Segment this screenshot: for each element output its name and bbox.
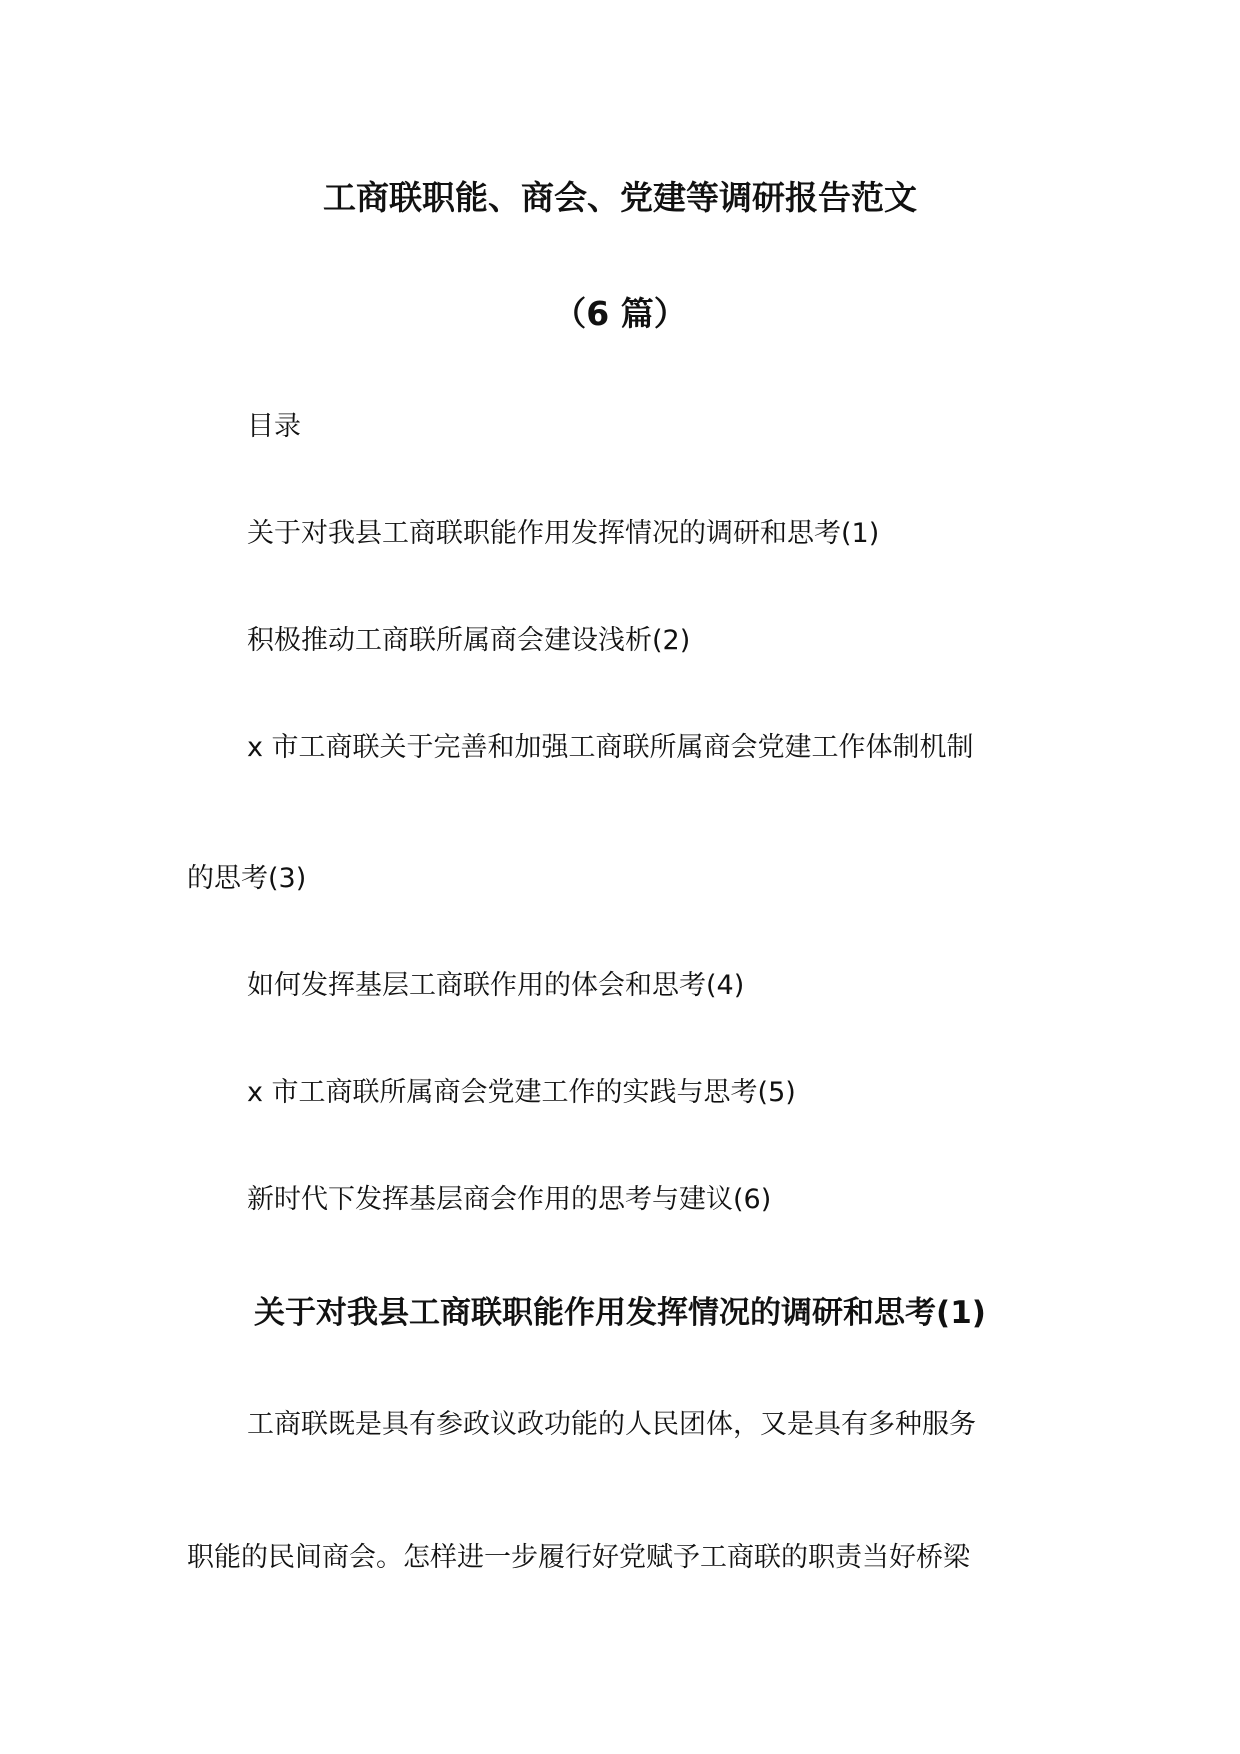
- toc-item-2: 积极推动工商联所属商会建设浅析(2): [247, 625, 691, 656]
- toc-item-3-continuation: 的思考(3): [187, 863, 307, 894]
- toc-item-5: x 市工商联所属商会党建工作的实践与思考(5): [247, 1077, 796, 1108]
- toc-item-1: 关于对我县工商联职能作用发挥情况的调研和思考(1): [247, 518, 880, 549]
- document-title: 工商联职能、商会、党建等调研报告范文: [323, 178, 917, 217]
- section-heading: 关于对我县工商联职能作用发挥情况的调研和思考(1): [254, 1295, 986, 1331]
- toc-heading: 目录: [247, 411, 301, 442]
- document-subtitle: （6 篇）: [553, 294, 687, 333]
- toc-item-3: x 市工商联关于完善和加强工商联所属商会党建工作体制机制: [247, 732, 974, 763]
- toc-item-6: 新时代下发挥基层商会作用的思考与建议(6): [247, 1184, 772, 1215]
- paragraph-line-2: 职能的民间商会。怎样进一步履行好党赋予工商联的职责当好桥梁: [187, 1542, 970, 1573]
- paragraph-line-1: 工商联既是具有参政议政功能的人民团体，又是具有多种服务: [247, 1409, 976, 1440]
- toc-item-4: 如何发挥基层工商联作用的体会和思考(4): [247, 970, 745, 1001]
